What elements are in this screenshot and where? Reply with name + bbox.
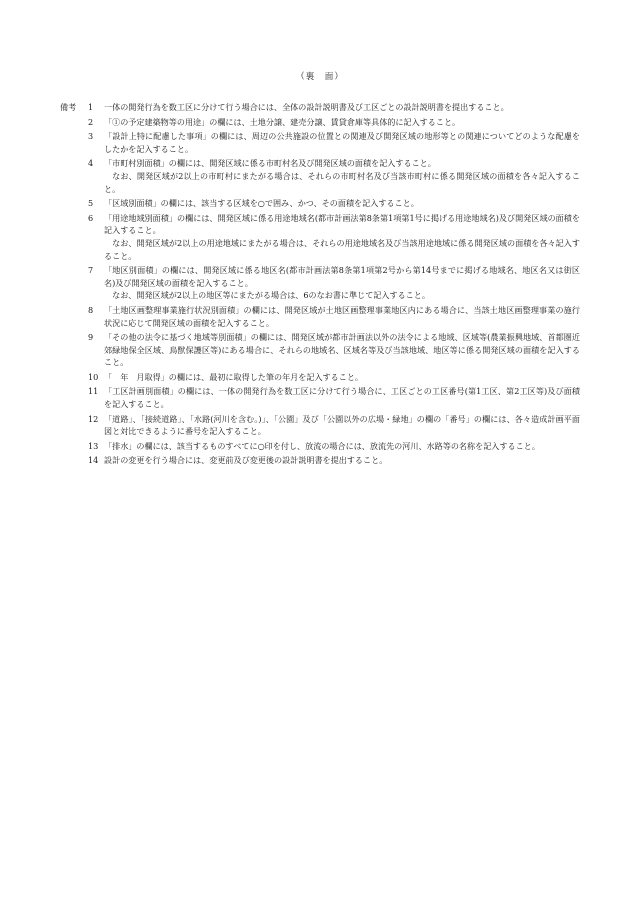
note-subtext: なお、開発区域が2以上の地区等にまたがる場合は、6のなお書に準じて記入すること。 [112, 290, 430, 301]
note-item [60, 371, 580, 384]
note-head-spacer [60, 331, 88, 369]
note-number: 13 [88, 440, 99, 451]
note-head-spacer [60, 116, 88, 129]
note-item [60, 197, 580, 210]
note-text: 「道路」、「接続道路」、「水路(河川を含む。)」、「公園」及び「公園以外の広場・緑地」の欄の「番号」の欄には、各々造成計画平面図と対比できるように番号を記入すること。 [104, 413, 580, 437]
note-subtext: なお、開発区域が2以上の用途地域にまたがる場合は、それらの用途地域名及び当該用途地域に係る開発区域の面積を各々記入すること。 [104, 237, 580, 261]
note-number: 12 [88, 413, 99, 424]
note-text: 「 年 月取得」の欄には、最初に取得した筆の年月を記入すること。 [104, 371, 364, 382]
note-item [60, 454, 580, 467]
note-body [104, 304, 580, 329]
note-head-spacer [60, 413, 88, 438]
note-body [104, 101, 580, 114]
note-text: 「市町村別面積」の欄には、開発区域に係る市町村名及び開発区域の面積を記入すること。 [104, 158, 436, 169]
note-item [60, 304, 580, 329]
note-body [104, 454, 580, 467]
note-text: 「排水」の欄には、該当するものすべてに○印を付し、放流の場合には、放流先の河川、水路等の名称を記入すること。 [104, 440, 540, 451]
note-body [104, 157, 580, 195]
note-item [60, 157, 580, 195]
note-number: 14 [88, 455, 99, 466]
note-text: 「用途地域別面積」の欄には、開発区域に係る用途地域名(都市計画法第8条第1項第1号に掲げる用途地域名)及び開発区域の面積を記入すること。 [104, 212, 580, 236]
note-head-spacer [60, 264, 88, 302]
note-item [60, 212, 580, 262]
note-body [104, 116, 580, 129]
note-body [104, 385, 580, 410]
note-text: 一体の開発行為を数工区に分けて行う場合には、全体の設計説明書及び工区ごとの設計説明書を提出すること。 [104, 102, 509, 112]
note-body [104, 130, 580, 155]
note-item [60, 413, 580, 438]
notes-list [60, 101, 580, 467]
note-number: 7 [88, 265, 94, 276]
note-number: 11 [88, 386, 99, 397]
note-body [104, 440, 580, 453]
note-number: 5 [88, 198, 94, 209]
note-head-spacer [60, 130, 88, 155]
note-head-spacer [60, 304, 88, 329]
note-text: 「①の予定建築物等の用途」の欄には、土地分譲、建売分譲、賃貸倉庫等具体的に記入すること。 [104, 116, 461, 127]
note-text: 「その他の法令に基づく地域等別面積」の欄には、開発区域が都市計画法以外の法令による地域、区域等(農業振興地域、首都圏近郊緑地保全区域、鳥獣保護区等)にある場合に、それらの地域名、区域名等及び当該地域、地区等に係る開発区域の面積を記入すること。 [104, 332, 580, 368]
note-item [60, 130, 580, 155]
note-text: 「設計上特に配慮した事項」の欄には、周辺の公共施設の位置との関連及び開発区域の地形等との関連についてどのような配慮をしたかを記入すること。 [104, 131, 580, 154]
note-text: 「土地区画整理事業施行状況別面積」の欄には、開発区域が土地区画整理事業地区内にある場合に、当該土地区画整理事業の施行状況に応じて開発区域の面積を記入すること。 [104, 304, 580, 328]
note-item [60, 264, 580, 302]
note-head-spacer [60, 157, 88, 195]
note-head-spacer [60, 371, 88, 384]
note-body [104, 197, 580, 210]
note-text: 「工区計画別面積」の欄には、一体の開発行為を数工区に分けて行う場合に、工区ごとの工区番号(第1工区、第2工区等)及び面積を記入すること。 [104, 386, 580, 410]
note-number: 6 [88, 212, 94, 223]
note-number: 10 [88, 371, 99, 382]
note-body [104, 264, 580, 302]
note-subtext: なお、開発区域が2以上の市町村にまたがる場合は、それらの市町村名及び当該市町村に係る開発区域の面積を各々記入すること。 [104, 170, 580, 194]
note-number: 4 [88, 158, 94, 169]
note-body [104, 371, 580, 384]
note-head-spacer [60, 212, 88, 262]
page-title: （裏 面） [296, 72, 344, 82]
note-text: 「区域別面積」の欄には、該当する区域を○で囲み、かつ、その面積を記入すること。 [104, 198, 419, 209]
note-number: 3 [88, 131, 94, 142]
note-head-spacer [60, 454, 88, 467]
note-item [60, 101, 580, 114]
note-item [60, 116, 580, 129]
note-head-spacer [60, 385, 88, 410]
notes-label: 備考 [60, 102, 77, 112]
note-item [60, 385, 580, 410]
note-body [104, 413, 580, 438]
note-number: 8 [88, 304, 94, 315]
note-head-spacer [60, 197, 88, 210]
note-item [60, 331, 580, 369]
note-number: 2 [88, 116, 94, 127]
note-body [104, 212, 580, 262]
note-text: 「地区別面積」の欄には、開発区域に係る地区名(都市計画法第8条第1項第2号から第14号までに掲げる地域名、地区名又は街区名)及び開発区域の面積を記入すること。 [104, 265, 580, 288]
note-body [104, 331, 580, 369]
note-number: 9 [88, 332, 94, 343]
note-item [60, 440, 580, 453]
note-head-spacer [60, 440, 88, 453]
note-number: 1 [88, 102, 94, 112]
note-text: 設計の変更を行う場合には、変更前及び変更後の設計説明書を提出すること。 [104, 455, 388, 466]
